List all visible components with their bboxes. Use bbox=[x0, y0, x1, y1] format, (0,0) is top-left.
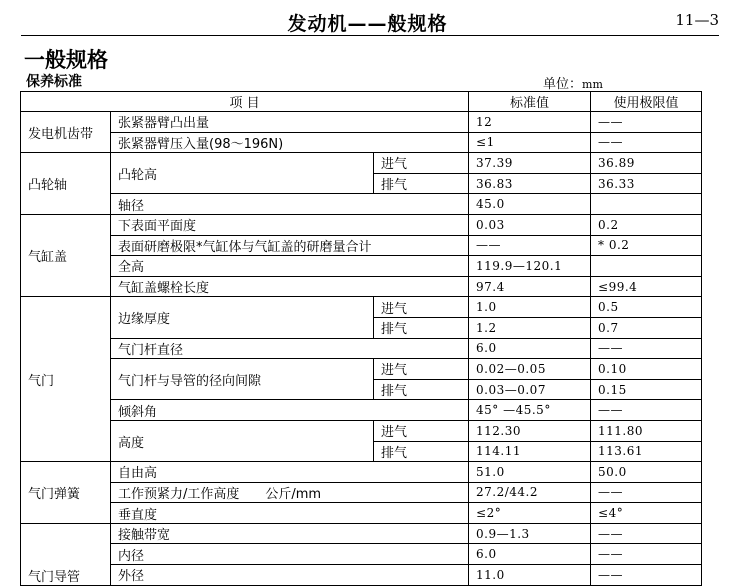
limit-cell: 50.0 bbox=[591, 462, 702, 483]
standard-cell: 12 bbox=[469, 112, 591, 133]
spec-table bbox=[20, 91, 702, 586]
item-cell: 高度 bbox=[111, 420, 374, 461]
standard-cell: 1.0 bbox=[469, 297, 591, 318]
table-row bbox=[21, 112, 702, 133]
limit-cell: —— bbox=[591, 112, 702, 133]
unit-label: 单位： bbox=[543, 77, 583, 92]
group-label: 气缸盖 bbox=[21, 214, 111, 296]
group-label: 气门导管 bbox=[21, 523, 111, 585]
limit-cell: ≤99.4 bbox=[591, 276, 702, 297]
table-row bbox=[21, 235, 702, 256]
item-cell: 全高 bbox=[111, 256, 469, 277]
standard-cell: 6.0 bbox=[469, 338, 591, 359]
standard-cell: 6.0 bbox=[469, 544, 591, 565]
group-label: 气门 bbox=[21, 297, 111, 462]
sub-item-cell: 进气 bbox=[374, 297, 469, 318]
sub-item-cell: 排气 bbox=[374, 173, 469, 194]
standard-cell: 36.83 bbox=[469, 173, 591, 194]
standard-cell: —— bbox=[469, 235, 591, 256]
standard-cell: 114.11 bbox=[469, 441, 591, 462]
item-cell: 倾斜角 bbox=[111, 400, 469, 421]
limit-cell: 36.33 bbox=[591, 173, 702, 194]
limit-cell: —— bbox=[591, 523, 702, 544]
item-cell: 气门杆直径 bbox=[111, 338, 469, 359]
limit-cell bbox=[591, 256, 702, 277]
standard-cell: 0.03—0.07 bbox=[469, 379, 591, 400]
limit-cell: —— bbox=[591, 132, 702, 153]
item-cell: 气缸盖螺栓长度 bbox=[111, 276, 469, 297]
sub-item-cell: 排气 bbox=[374, 441, 469, 462]
item-cell: 自由高 bbox=[111, 462, 469, 483]
standard-cell: 97.4 bbox=[469, 276, 591, 297]
table-row bbox=[21, 462, 702, 483]
standard-cell: 45° —45.5° bbox=[469, 400, 591, 421]
item-cell: 接触带宽 bbox=[111, 523, 469, 544]
table-row bbox=[21, 420, 702, 441]
section-title: 一般规格 bbox=[24, 48, 108, 72]
subsection-title: 保养标准 bbox=[26, 74, 82, 90]
group-label: 凸轮轴 bbox=[21, 153, 111, 215]
table-row bbox=[21, 503, 702, 524]
limit-cell: 0.10 bbox=[591, 359, 702, 380]
table-row bbox=[21, 297, 702, 318]
limit-cell: —— bbox=[591, 544, 702, 565]
table-row bbox=[21, 565, 702, 586]
standard-cell: 0.9—1.3 bbox=[469, 523, 591, 544]
column-header-limit: 使用极限值 bbox=[591, 92, 702, 112]
limit-cell: —— bbox=[591, 400, 702, 421]
standard-cell: 45.0 bbox=[469, 194, 591, 215]
table-row bbox=[21, 523, 702, 544]
table-row bbox=[21, 338, 702, 359]
unit-note bbox=[543, 73, 603, 92]
sub-item-cell: 进气 bbox=[374, 420, 469, 441]
item-cell: 垂直度 bbox=[111, 503, 469, 524]
limit-cell bbox=[591, 194, 702, 215]
page-number: 11—3 bbox=[675, 11, 719, 29]
table-row bbox=[21, 153, 702, 174]
table-header-row bbox=[21, 92, 702, 112]
limit-cell: 113.61 bbox=[591, 441, 702, 462]
limit-cell: 111.80 bbox=[591, 420, 702, 441]
item-cell: 气门杆与导管的径向间隙 bbox=[111, 359, 374, 400]
header-divider bbox=[21, 35, 719, 36]
standard-cell: 119.9—120.1 bbox=[469, 256, 591, 277]
column-header-standard: 标准值 bbox=[469, 92, 591, 112]
table-row bbox=[21, 276, 702, 297]
limit-cell: ≤4° bbox=[591, 503, 702, 524]
sub-item-cell: 进气 bbox=[374, 359, 469, 380]
standard-cell: 1.2 bbox=[469, 317, 591, 338]
table-row bbox=[21, 359, 702, 380]
item-cell: 边缘厚度 bbox=[111, 297, 374, 338]
item-cell: 轴径 bbox=[111, 194, 469, 215]
sub-item-cell: 排气 bbox=[374, 379, 469, 400]
standard-cell: ≤1 bbox=[469, 132, 591, 153]
item-cell: 内径 bbox=[111, 544, 469, 565]
standard-cell: 27.2/44.2 bbox=[469, 482, 591, 503]
table-row bbox=[21, 132, 702, 153]
limit-cell: * 0.2 bbox=[591, 235, 702, 256]
column-header-item: 项 目 bbox=[21, 92, 469, 112]
table-row bbox=[21, 544, 702, 565]
limit-cell: 36.89 bbox=[591, 153, 702, 174]
table-row bbox=[21, 256, 702, 277]
standard-cell: 51.0 bbox=[469, 462, 591, 483]
item-cell: 张紧器臂压入量(98～196N) bbox=[111, 132, 469, 153]
limit-cell: —— bbox=[591, 482, 702, 503]
item-cell: 下表面平面度 bbox=[111, 214, 469, 235]
table-row bbox=[21, 194, 702, 215]
item-cell: 张紧器臂凸出量 bbox=[111, 112, 469, 133]
limit-cell: 0.5 bbox=[591, 297, 702, 318]
item-cell: 凸轮高 bbox=[111, 153, 374, 194]
table-row bbox=[21, 482, 702, 503]
limit-cell: 0.2 bbox=[591, 214, 702, 235]
standard-cell: 0.02—0.05 bbox=[469, 359, 591, 380]
limit-cell: 0.15 bbox=[591, 379, 702, 400]
item-cell: 表面研磨极限*气缸体与气缸盖的研磨量合计 bbox=[111, 235, 469, 256]
limit-cell: —— bbox=[591, 565, 702, 586]
limit-cell: 0.7 bbox=[591, 317, 702, 338]
page-header-title: 发动机——般规格 bbox=[287, 13, 448, 35]
group-label: 发电机齿带 bbox=[21, 112, 111, 153]
standard-cell: 112.30 bbox=[469, 420, 591, 441]
standard-cell: 11.0 bbox=[469, 565, 591, 586]
item-cell: 外径 bbox=[111, 565, 469, 586]
standard-cell: 0.03 bbox=[469, 214, 591, 235]
unit-value: mm bbox=[582, 78, 603, 91]
standard-cell: ≤2° bbox=[469, 503, 591, 524]
limit-cell: —— bbox=[591, 338, 702, 359]
standard-cell: 37.39 bbox=[469, 153, 591, 174]
sub-item-cell: 排气 bbox=[374, 317, 469, 338]
table-row bbox=[21, 400, 702, 421]
item-cell: 工作预紧力/工作高度 公斤/mm bbox=[111, 482, 469, 503]
sub-item-cell: 进气 bbox=[374, 153, 469, 174]
group-label: 气门弹簧 bbox=[21, 462, 111, 524]
table-row bbox=[21, 214, 702, 235]
